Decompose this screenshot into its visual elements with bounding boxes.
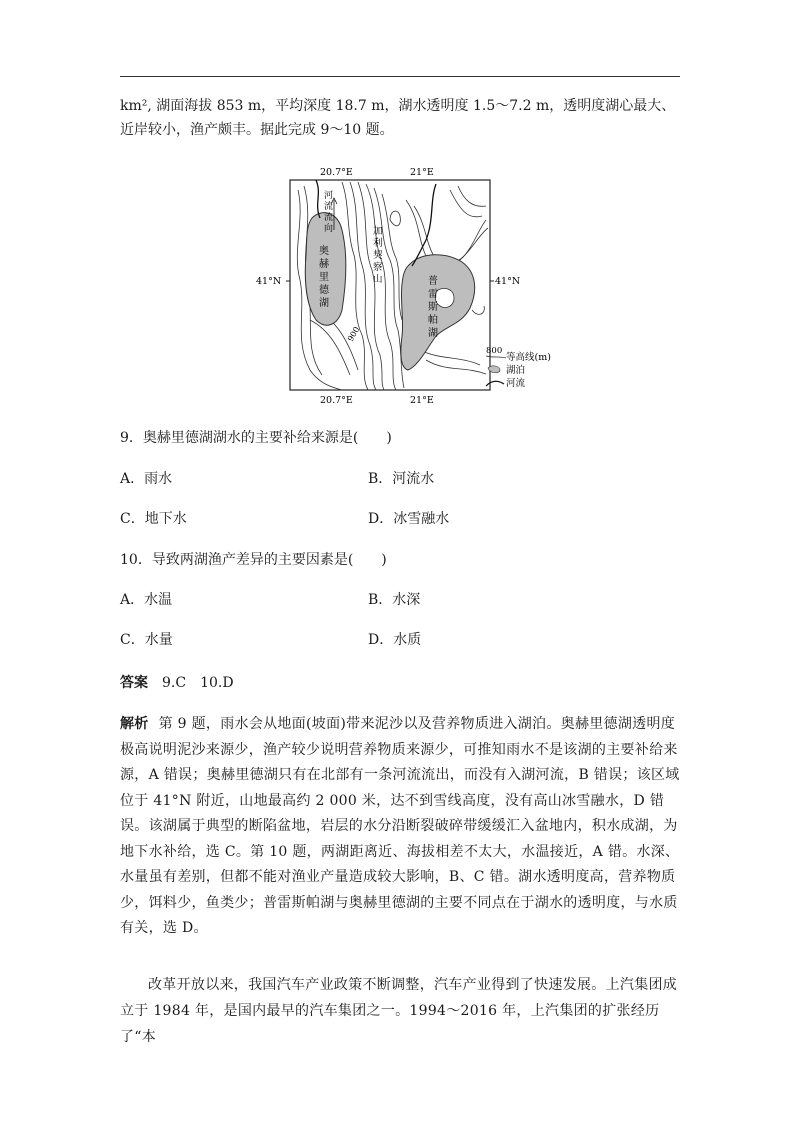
explanation-text: 第 9 题，雨水会从地面(坡面)带来泥沙以及营养物质进入湖泊。奥赫里德湖透明度极高说明泥沙来源少，渔产较少说明营养物质来源少，可推知雨水不是该湖的主要补给来源，A 错误；奥赫里德湖只有在北部有一条河流流出，而没有入湖河流，B 错误；该区域位于 41°N 附近，山地最高约 2 000 米，达不到雪线高度，没有高山冰雪融水，D 错误。该湖属于典型的断陷盆地，岩层的水分沿断裂破碎带缓缓汇入盆地内，积水成湖，为地下水补给，选 C。第 10 题，两湖距离近、海拔相差不太大，水温接近，A 错。水深、水量虽有差别，但都不能对渔业产量造成较大影响，B、C 错。湖水透明度高，营养物质少，饵料少，鱼类少；普雷斯帕湖与奥赫里德湖的主要不同点在于湖水的透明度，与水质有关，选 D。 — [120, 716, 680, 936]
svg-text:雷: 雷 — [428, 289, 438, 300]
ohrid-label-1: 奥 — [319, 246, 329, 257]
q10-option-b: B．水深 — [368, 592, 421, 608]
svg-text:赫: 赫 — [319, 259, 329, 270]
lake-map-figure — [250, 160, 570, 410]
svg-text:湖: 湖 — [319, 298, 329, 309]
q9-option-b: B．河流水 — [368, 471, 435, 487]
legend-lake: 湖泊 — [506, 365, 526, 376]
legend-contour: 等高线(m) — [506, 352, 551, 363]
q10-option-a: A．水温 — [120, 592, 173, 608]
contour-900-label: 900 — [345, 325, 362, 343]
river-dir-2: 流 — [324, 202, 334, 212]
answer-line — [120, 672, 234, 692]
mountain-label-1: 加 — [373, 226, 383, 237]
legend-contour-value: 800 — [486, 346, 503, 356]
prespa-island — [435, 288, 454, 307]
explanation-label: 解析 — [120, 716, 149, 732]
svg-text:斯: 斯 — [428, 302, 438, 313]
river-dir-3: 流 — [324, 213, 334, 223]
header-rule — [120, 76, 680, 77]
svg-text:德: 德 — [319, 285, 329, 296]
river-dir-4: 向 — [324, 224, 334, 234]
outflow-river — [316, 180, 320, 218]
next-passage: 改革开放以来，我国汽车产业政策不断调整，汽车产业得到了快速发展。上汽集团成立于 1984 年，是国内最早的汽车集团之一。1994～2016 年，上汽集团的扩张经历了“本 — [120, 977, 678, 1045]
lat-left: 41°N — [256, 276, 282, 287]
lon-right-bottom: 21°E — [410, 395, 434, 406]
svg-text:契: 契 — [373, 250, 383, 261]
question-10-stem: 10．导致两湖渔产差异的主要因素是( ) — [120, 552, 387, 568]
svg-text:湖: 湖 — [428, 328, 438, 339]
svg-text:里: 里 — [319, 272, 329, 283]
question-9-stem: 9．奥赫里德湖湖水的主要补给来源是( ) — [120, 430, 392, 446]
svg-text:察: 察 — [373, 262, 383, 273]
svg-text:山: 山 — [373, 274, 383, 285]
lon-left-top: 20.7°E — [320, 167, 353, 178]
explanation-paragraph — [120, 712, 685, 942]
q9-option-d: D．冰雪融水 — [368, 511, 450, 527]
answer-label: 答案 — [120, 675, 148, 691]
answer-text: 9.C 10.D — [162, 675, 234, 691]
legend-river: 河流 — [506, 378, 526, 389]
intro-paragraph: km², 湖面海拔 853 m，平均深度 18.7 m，湖水透明度 1.5～7.2 m，透明度湖心最大、近岸较小，渔产颇丰。据此完成 9～10 题。 — [120, 98, 676, 138]
prespa-label-1: 普 — [428, 276, 438, 287]
river-dir-1: 河 — [324, 191, 334, 201]
q9-option-a: A．雨水 — [120, 471, 173, 487]
svg-text:帕: 帕 — [428, 315, 438, 326]
lon-right-top: 21°E — [410, 167, 434, 178]
lake-map-svg — [250, 160, 570, 410]
svg-text:利: 利 — [373, 238, 383, 249]
q10-option-d: D．水质 — [368, 632, 422, 648]
legend-river-swatch — [486, 381, 504, 386]
lon-left-bottom: 20.7°E — [320, 395, 353, 406]
q9-option-c: C．地下水 — [120, 511, 187, 527]
lat-right: 41°N — [495, 276, 521, 287]
q10-option-c: C．水量 — [120, 632, 173, 648]
